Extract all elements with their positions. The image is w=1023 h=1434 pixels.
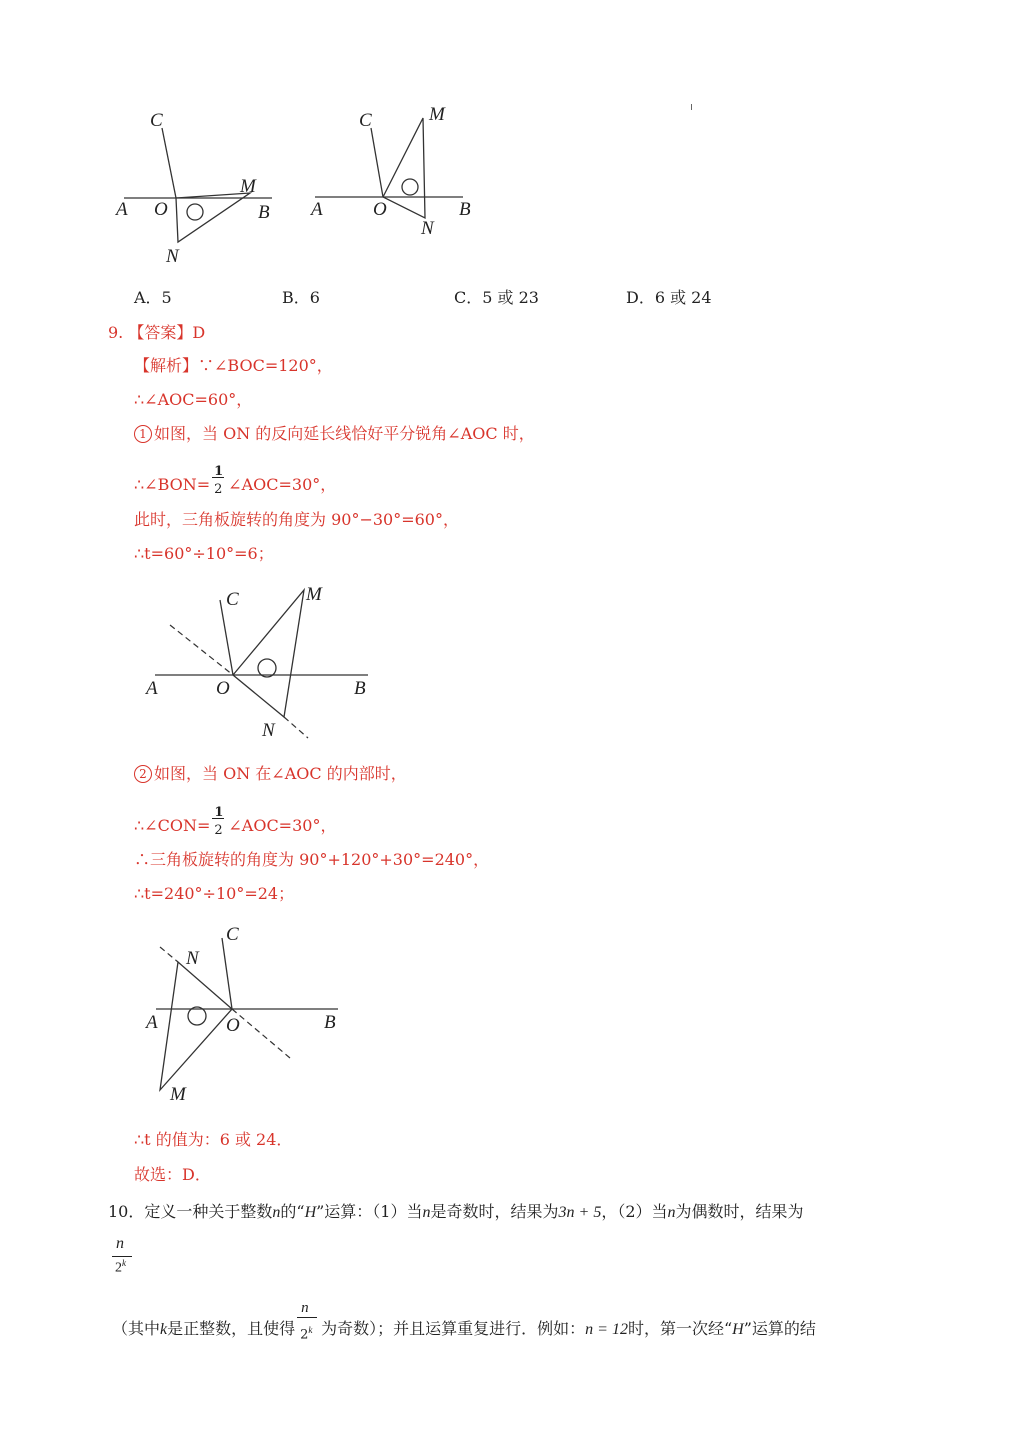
figure-top-left — [110, 100, 290, 270]
label-o: O — [154, 199, 168, 220]
answer-line: 9. 【答案】D — [108, 323, 206, 342]
frac-denominator-2: 2 — [115, 1260, 122, 1276]
fraction-numerator: 1 — [214, 804, 224, 820]
fraction-half — [212, 463, 226, 497]
option-c: C．5 或 23 — [454, 288, 539, 307]
case-2-text: 如图，当 ON 在∠AOC 的内部时， — [154, 764, 407, 783]
stray-mark — [691, 104, 692, 110]
analysis-label: 【解析】 — [134, 356, 199, 375]
analysis-line-12: 故选：D． — [134, 1165, 211, 1184]
option-a: A．5 — [134, 288, 172, 307]
label-m: M — [240, 176, 256, 197]
analysis-line-5: 此时，三角板旋转的角度为 90°−30°=60°， — [134, 510, 459, 529]
q10-line-3 — [112, 1299, 816, 1342]
var-h: H — [304, 1204, 317, 1221]
label-n: N — [166, 246, 179, 267]
analysis-line-9: ∴三角板旋转的角度为 90°+120°+30°=240°， — [134, 850, 490, 869]
label-n: N — [421, 218, 434, 239]
frac-numerator-n: n — [301, 1299, 309, 1316]
label-m: M — [170, 1084, 186, 1105]
case-1-text: 如图，当 ON 的反向延长线恰好平分锐角∠AOC 时， — [154, 424, 535, 443]
analysis-line-1 — [134, 355, 333, 377]
q10-text-d: 是奇数时，结果为 — [430, 1202, 559, 1221]
fraction-n-over-2k — [112, 1235, 134, 1279]
analysis-line-2: ∴∠AOC=60°， — [134, 390, 253, 409]
q10-text-3a: （其中 — [112, 1319, 161, 1338]
label-b: B — [324, 1012, 336, 1033]
case-1-marker: 1 — [134, 425, 152, 443]
analysis-line-8 — [134, 804, 337, 838]
frac-exponent-k: k — [308, 1324, 313, 1335]
analysis-text-1: ∵∠BOC=120°， — [198, 356, 333, 375]
label-a: A — [116, 199, 128, 220]
option-d: D．6 或 24 — [626, 288, 712, 307]
bon-expr-pre: ∴∠BON= — [134, 475, 211, 494]
figure-case-1 — [140, 580, 380, 745]
label-n: N — [262, 720, 275, 741]
var-h: H — [732, 1321, 744, 1338]
q10-text-e: ，（2）当 — [601, 1202, 668, 1221]
label-c: C — [226, 589, 239, 610]
frac-numerator-n: n — [116, 1235, 124, 1252]
expr-3n-plus-5: 3n + 5 — [558, 1204, 602, 1221]
analysis-line-11: ∴t 的值为：6 或 24． — [134, 1130, 293, 1149]
analysis-line-10: ∴t=240°÷10°=24； — [134, 884, 295, 903]
label-b: B — [459, 199, 471, 220]
label-b: B — [258, 202, 270, 223]
label-o: O — [373, 199, 387, 220]
var-n: n — [422, 1204, 431, 1221]
fraction-n-over-2k-inline — [297, 1299, 319, 1342]
var-n: n — [667, 1204, 676, 1221]
q10-text-3d: 时，第一次经“ — [627, 1319, 733, 1338]
case-2-marker: 2 — [134, 765, 152, 783]
q10-line-1 — [108, 1201, 804, 1224]
var-n: n — [272, 1204, 281, 1221]
var-k: k — [160, 1321, 168, 1338]
label-m: M — [429, 104, 445, 125]
label-a: A — [311, 199, 323, 220]
analysis-line-7 — [134, 763, 407, 785]
fraction-denominator: 2 — [214, 822, 223, 838]
label-c: C — [150, 110, 163, 131]
label-o: O — [216, 678, 230, 699]
frac-denominator-2: 2 — [300, 1326, 309, 1342]
analysis-line-3 — [134, 423, 535, 445]
q10-text-3c: 为奇数）；并且运算重复进行．例如： — [321, 1319, 586, 1338]
q10-text-3b: 是正整数，且使得 — [167, 1319, 296, 1338]
figure-top-right — [305, 100, 485, 240]
fraction-numerator: 1 — [214, 463, 224, 479]
label-b: B — [354, 678, 366, 699]
analysis-line-6: ∴t=60°÷10°=6； — [134, 544, 274, 563]
con-expr-post: ∠AOC=30°， — [228, 816, 337, 835]
expr-n-eq-12: n = 12 — [585, 1321, 628, 1338]
con-expr-pre: ∴∠CON= — [134, 816, 211, 835]
q10-text-a: 10．定义一种关于整数 — [108, 1202, 273, 1221]
label-o: O — [226, 1015, 240, 1036]
fraction-half-2 — [212, 804, 226, 838]
q10-text-f: 为偶数时，结果为 — [675, 1202, 804, 1221]
analysis-line-4 — [134, 463, 337, 497]
q10-text-3e: ”运算的结 — [743, 1319, 816, 1338]
label-m: M — [306, 584, 322, 605]
label-a: A — [146, 678, 158, 699]
fraction-denominator: 2 — [214, 481, 223, 497]
bon-expr-post: ∠AOC=30°， — [228, 475, 337, 494]
label-a: A — [146, 1012, 158, 1033]
label-c: C — [226, 924, 239, 945]
frac-exponent-k: k — [122, 1258, 126, 1268]
q10-text-b: 的“ — [280, 1202, 305, 1221]
label-c: C — [359, 110, 372, 131]
option-b: B．6 — [282, 288, 320, 307]
label-n: N — [186, 948, 199, 969]
figure-case-2 — [140, 920, 350, 1110]
q10-text-c: ”运算：（1）当 — [316, 1202, 423, 1221]
